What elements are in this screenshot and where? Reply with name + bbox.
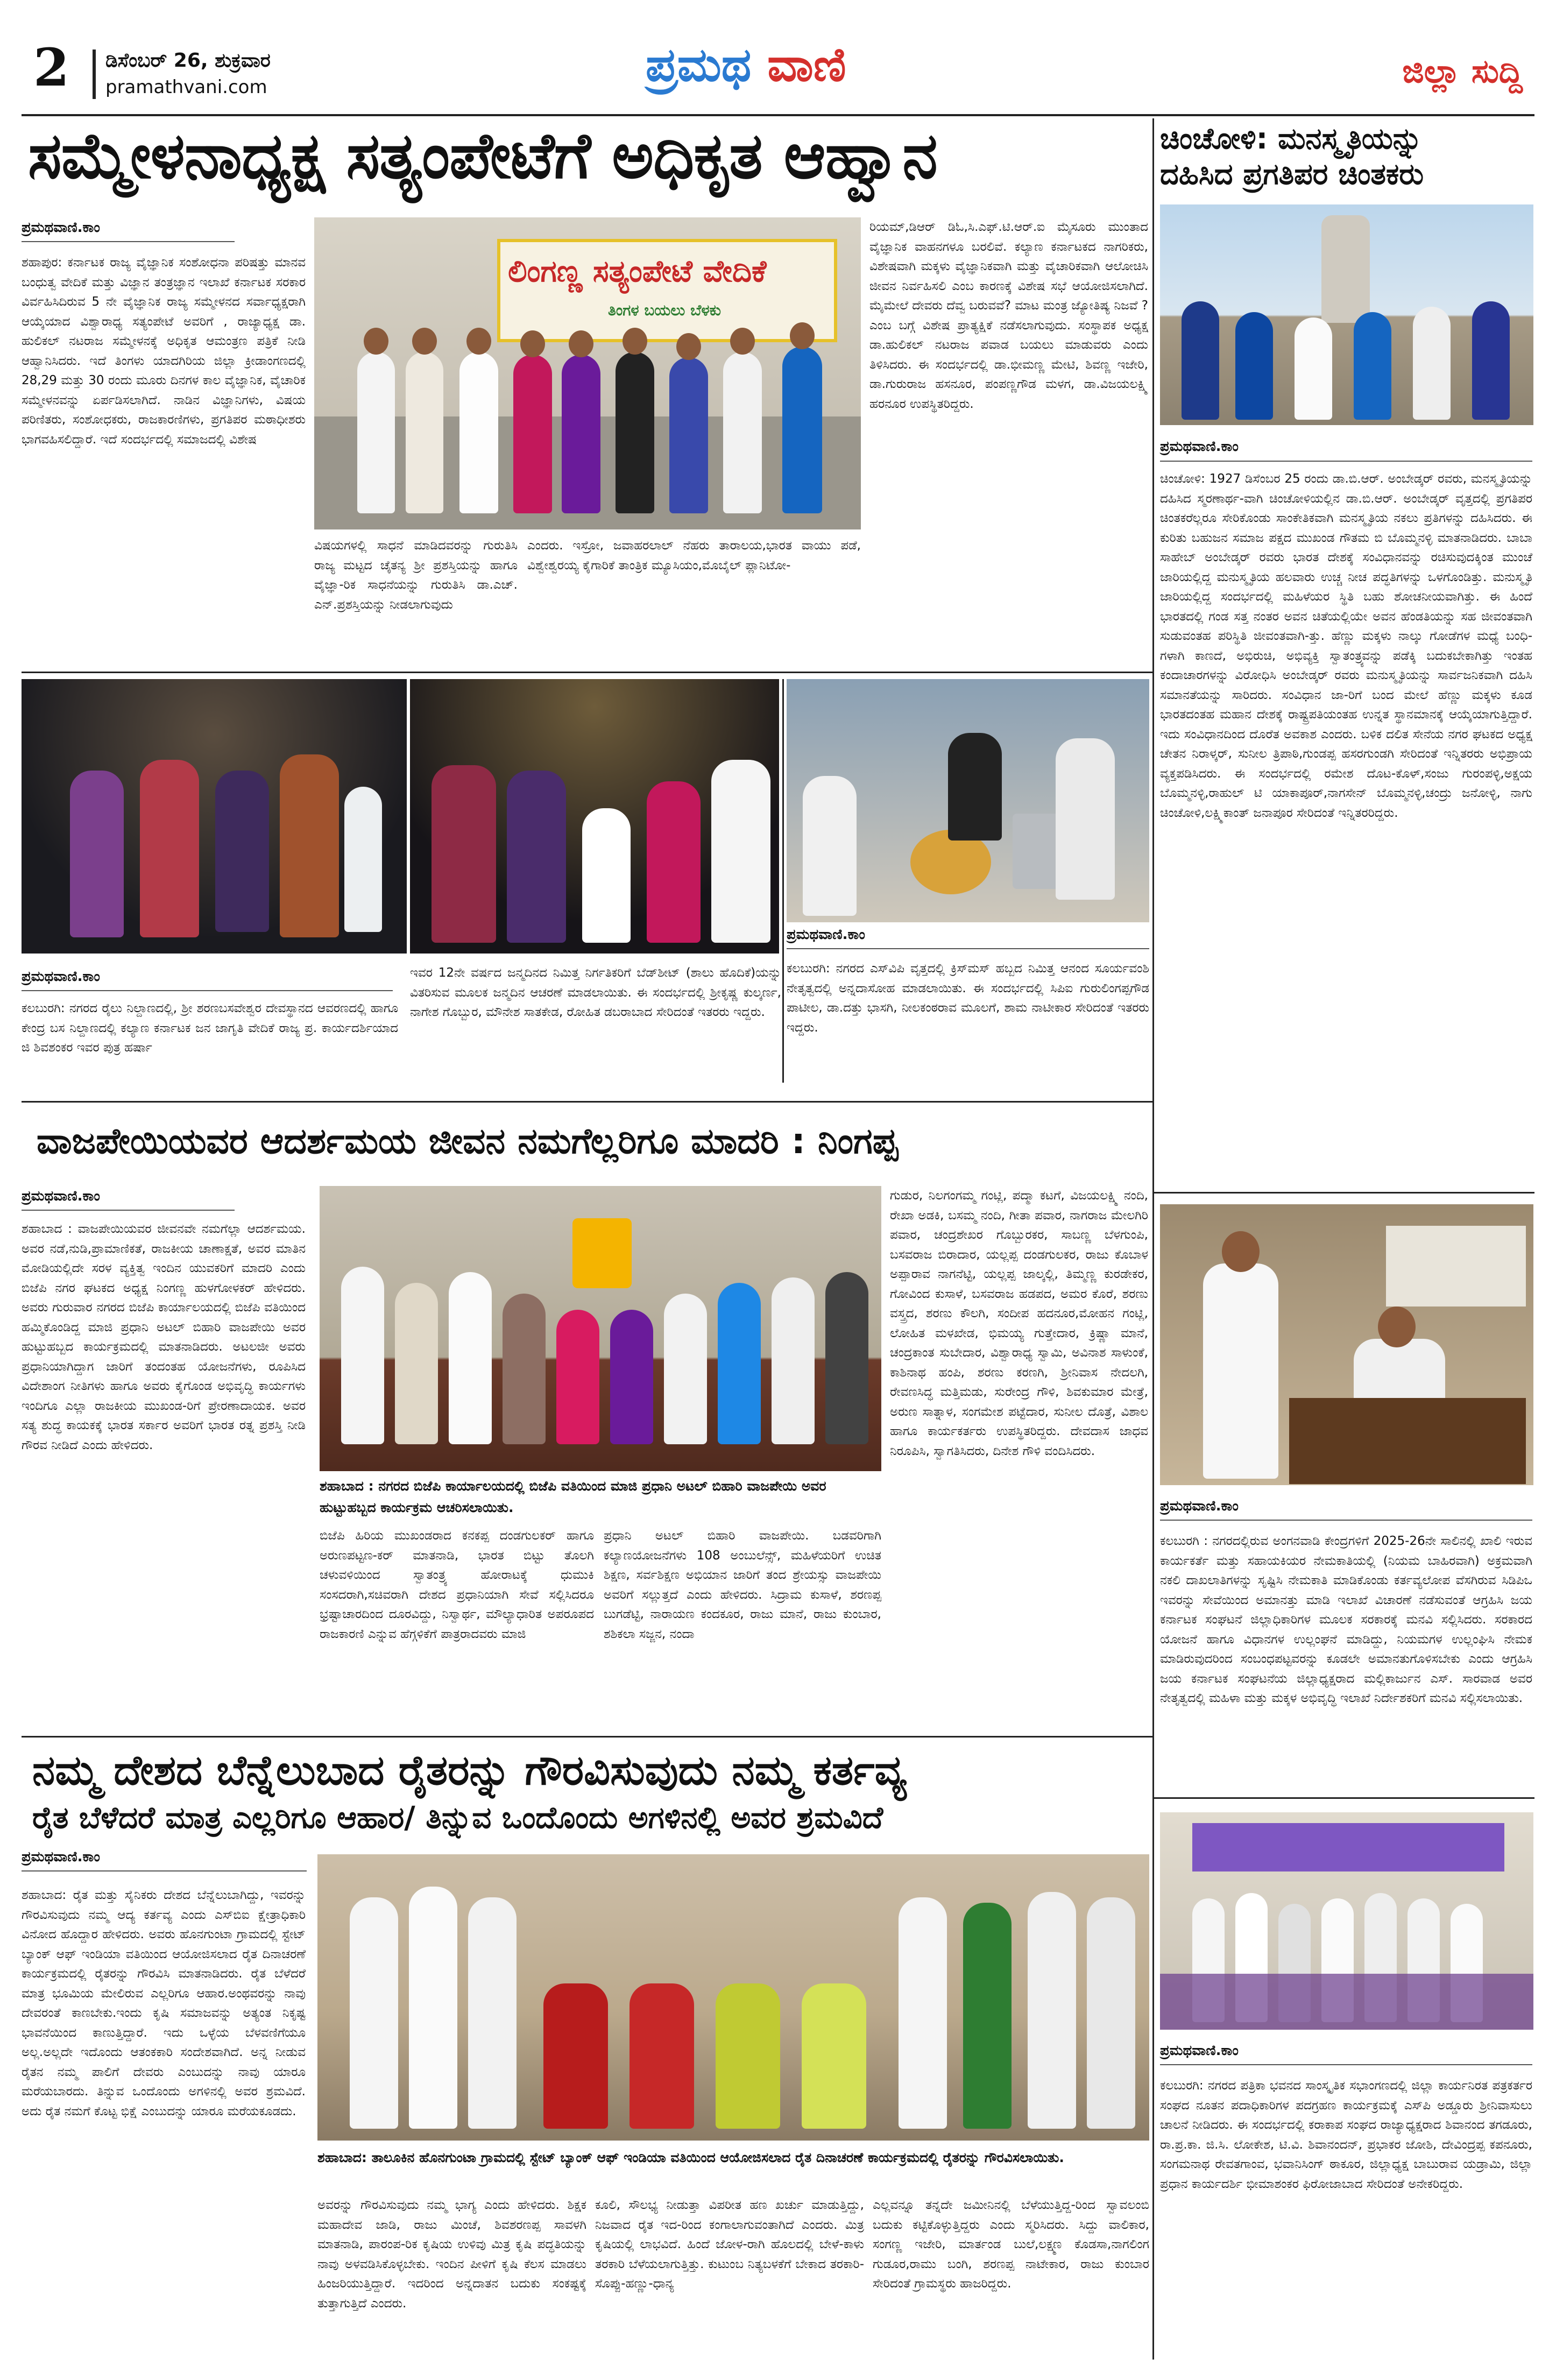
shawl-body-2: ಇವರ 12ನೇ ವರ್ಷದ ಜನ್ಮದಿನದ ನಿಮಿತ್ತ ನಿರ್ಗತಿಕರಿಗೆ ಬೆಡ್‌ಶೀಟ್ (ಶಾಲು ಹೊದಿಕೆ)ಯನ್ನು ವಿತರಿಸುವ ಮೂಲಕ ಜನ್ಮದಿನ ಆಚರಣೆ ಮಾಡಲಾಯಿತು. ಈ ಸಂದರ್ಭದಲ್ಲಿ ಶ್ರೀಕೃಷ್ಣ ಕುಲ್ಕರ್ಣ, ನಾಗೇಶ ಗೊಬ್ಬುರ, ಮೌನೇಶ ಸಾತಕೇಡ, ರೋಹಿತ ಡಬರಾಬಾದ ಸೇರಿದಂತೆ ಇತರರು ಇದ್ದರು. [410, 966, 781, 1019]
vajpayee-body-col4: ಗುಡುರ, ನಿಲಗಂಗಮ್ಮ ಗಂಟ್ಲಿ, ಪದ್ಮಾ ಕಟಗೆ, ವಿಜಯಲಕ್ಷ್ಮಿ ನಂದಿ, ರೇಖಾ ಅಡಕಿ, ಬಸಮ್ಮ ನಂದಿ, ಗೀತಾ ಪವಾರ, ನಾಗರಾಜ ಮೇಲಗಿರಿ ಪವಾರ, ಚಂದ್ರಶೇಖರ ಗೊಬ್ಬುರಕರ, ಸಾಬಣ್ಣ ಬೆಳಗುಂಪಿ, ಬಸವರಾಜ ಬಿರಾದಾರ, ಯಲ್ಲಪ್ಪ ದಂಡಗುಲಕರ, ರಾಜು ಕೊಬಾಳ ಅಪ್ಪಾರಾವ ನಾಗನೆಟ್ಟಿ, ಯಲ್ಲಪ್ಪ ಜಾಲ್ಕಲ್ಲಿ, ತಿಮ್ಮಣ್ಣ ಕುರಡೇಕರ, ಗೋವಿಂದ ಕುಸಾಳೆ, ಬಸವರಾಜ ಹಡಪದ, ಅಮರ ಕೊರೆ, ಶರಣು ವಸ್ತ್ರದ, ಶರಣು ಕೌಲಗಿ, ಸಂದೀಪ ಹದನೂರ,ಮೋಹನ ಗಂಟ್ಲಿ, ಲೋಹಿತ ಮಳಖೇಡ, ಭಿಮಯ್ಯ ಗುತ್ತೇದಾರ, ಕ್ರಿಷ್ಣಾ ಮಾನೆ, ಚಂದ್ರಕಾಂತ ಸುಬೇದಾರ, ವಿಶ್ವಾರಾಧ್ಯ ಸ್ವಾಮಿ, ಅವಿನಾಶ ಸಾಳುಂಕೆ, ಕಾಶಿನಾಥ ಹಂಪಿ, ಶರಣು ಕರಣಗಿ, ಶ್ರೀನಿವಾಸ ನೇದಲಗಿ, ರೇವಣಸಿದ್ಧ ಮತ್ತಿಮಡು, ಸುರೇಂದ್ರ ಗೌಳಿ, ಶಿವಕುಮಾರ ಮೇತ್ರೆ, ಅರುಣ ಸಾತ್ನಾಳ, ಸಂಗಮೇಶ ಪಟ್ಟೆದಾರ, ಸುನೀಲ ದೊತ್ರೆ, ವಿಶಾಲ ಹಾಗೂ ಕಾರ್ಯಕರ್ತರು ಉಪಸ್ಥಿತರಿದ್ದರು. ದೇವದಾಸ ಜಾಧವ ನಿರೂಪಿಸಿ, ಸ್ವಾಗತಿಸಿದರು, ದಿನೇಶ ಗೌಳಿ ವಂದಿಸಿದರು. [890, 1189, 1148, 1458]
patrika-photo [1160, 1812, 1533, 2030]
section-label: ಜಿಲ್ಲಾ ಸುದ್ದಿ [1402, 53, 1523, 90]
farmers-byline: ಪ್ರಮಥವಾಣಿ.ಕಾಂ [22, 1849, 100, 1865]
farmers-subheadline: ರೈತ ಬೆಳೆದರೆ ಮಾತ್ರ ಎಲ್ಲರಿಗೂ ಆಹಾರ/ ತಿನ್ನುವ ಒಂದೊಂದು ಅಗಳಿನಲ್ಲಿ ಅವರ ಶ್ರಮವಿದೆ [32, 1800, 883, 1835]
farmers-body-col3: ಕೂಲಿ, ಸೌಲಭ್ಯ ನೀಡುತ್ತಾ ವಿಪರೀತ ಹಣ ಖರ್ಚು ಮಾಡುತ್ತಿದ್ದು, ನಿಜವಾದ ರೈತ ಇದ-ರಿಂದ ಕಂಗಾಲಾಗುವಂತಾಗಿದೆ ಎಂದರು. ಮಿತ್ರ ಕೃಷಿಯಲ್ಲಿ ಲಾಭವಿದೆ. ಹಿಂದೆ ಜೋಳ-ರಾಗಿ ಹೊಲದಲ್ಲಿ ಬೇಳೆ-ಕಾಳು ತರಕಾರಿ ಬೆಳೆಯಲಾಗುತ್ತಿತ್ತು. ಕುಟುಂಬ ನಿತ್ಯಬಳಕೆಗೆ ಬೇಕಾದ ತರಕಾರಿ-ಸೊಪ್ಪು-ಹಣ್ಣು-ಧಾನ್ಯ [595, 2198, 864, 2291]
shawl-body-1: ಕಲಬುರಗಿ: ನಗರದ ರೈಲು ನಿಲ್ದಾಣದಲ್ಲಿ, ಶ್ರೀ ಶರಣಬಸವೇಶ್ವರ ದೇವಸ್ಥಾನದ ಆವರಣದಲ್ಲಿ ಹಾಗೂ ಕೇಂದ್ರ ಬಸ ನಿಲ್ದಾಣದಲ್ಲಿ ಕಲ್ಯಾಣ ಕರ್ನಾಟಕ ಜನ ಜಾಗೃತಿ ವೇದಿಕೆ ರಾಜ್ಯ ಪ್ರ. ಕಾರ್ಯದರ್ಶಿಯಾದ ಜಿ ಶಿವಶಂಕರ ಇವರ ಪುತ್ರ ಹರ್ಷಾ [22, 1001, 398, 1055]
masthead-logo[interactable] [646, 38, 846, 92]
masthead-divider [93, 50, 96, 99]
annadasoha-body: ಕಲಬುರಗಿ: ನಗರದ ಎಸ್‌ವಿಪಿ ವೃತ್ತದಲ್ಲಿ ಕ್ರಿಸ್‌ಮಸ್ ಹಬ್ಬದ ನಿಮಿತ್ತ ಆನಂದ ಸೂರ್ಯವಂಶಿ ನೇತೃತ್ವದಲ್ಲಿ ಅನ್ನದಾಸೋಹ ಮಾಡಲಾಯಿತು. ಈ ಸಂದರ್ಭದಲ್ಲಿ ಸಿಪಿಐ ಗುರುಲಿಂಗಪ್ಪಗೌಡ ಪಾಟೀಲ, ಡಾ.ದತ್ತು ಭಾಸಗಿ, ನೀಲಕಂಠರಾವ ಮೂಲಗೆ, ಶಾಮ ನಾಟೀಕಾರ ಸೇರಿದಂತೆ ಇತರರು ಇದ್ದರು. [787, 962, 1149, 1035]
website-link[interactable]: pramathvani.com [105, 76, 267, 98]
anganwadi-body: ಕಲಬುರಗಿ : ನಗರದಲ್ಲಿರುವ ಅಂಗನವಾಡಿ ಕೇಂದ್ರಗಳಿಗೆ 2025-26ನೇ ಸಾಲಿನಲ್ಲಿ ಖಾಲಿ ಇರುವ ಕಾರ್ಯಕರ್ತೆ ಮತ್ತು ಸಹಾಯಕಿಯರ ನೇಮಕಾತಿಯಲ್ಲಿ (ನಿಯಮ ಬಾಹಿರವಾಗಿ) ಅಕ್ರಮವಾಗಿ ನಕಲಿ ದಾಖಲಾತಿಗಳನ್ನು ಸೃಷ್ಟಿಸಿ ನೇಮಕಾತಿ ಮಾಡಿಕೊಂಡು ಕರ್ತವ್ಯಲೋಪ ವೆಸಗಿರುವ ಸಿಡಿಪಿಒ ಇವರನ್ನು ಸೇವೆಯಿಂದ ಅಮಾನತ್ತು ಮಾಡಿ ಇಲಾಖೆ ವಿಚಾರಣೆ ನಡೆಸುವಂತೆ ಆಗ್ರಹಿಸಿ ಜಯ ಕರ್ನಾಟಕ ಸಂಘಟನೆ ಜಿಲ್ಲಾಧಿಕಾರಿಗಳ ಮೂಲಕ ಸರಕಾರಕ್ಕೆ ಮನವಿ ಸಲ್ಲಿಸಿದರು. ಸರಕಾರದ ಯೋಜನೆ ಹಾಗೂ ವಿಧಾನಗಳ ಉಲ್ಲಂಘನೆ ಮಾಡಿದ್ದು, ನಿಯಮಗಳ ಉಲ್ಲಂಘಿಸಿ ನೇಮಕ ಮಾಡಿರುವುದರಿಂದ ಸಂಬಂಧಪಟ್ಟವರನ್ನು ಕೂಡಲೇ ಅಮಾನತುಗೊಳಿಸಬೇಕು ಎಂದು ಆಗ್ರಹಿಸಿ ಜಯ ಕರ್ನಾಟಕ ಸಂಘಟನೆಯ ಜಿಲ್ಲಾಧ್ಯಕ್ಷರಾದ ಮಲ್ಲಿಕಾರ್ಜುನ ಎಸ್. ಸಾರವಾಡ ಅವರ ನೇತೃತ್ವದಲ್ಲಿ ಮಹಿಳಾ ಮತ್ತು ಮಕ್ಕಳ ಅಭಿವೃದ್ಧಿ ಇಲಾಖೆ ನಿರ್ದೇಶಕರಿಗೆ ಮನವಿ ಸಲ್ಲಿಸಲಾಯಿತು. [1160, 1534, 1532, 1705]
shawl-distribution-photo-2 [410, 679, 779, 954]
chincholi-body: ಚಿಂಚೋಳಿ: 1927 ಡಿಸೆಂಬರ 25 ರಂದು ಡಾ.ಬಿ.ಆರ್. ಅಂಬೇಡ್ಕರ್ ರವರು, ಮನಸ್ಮೃತಿಯನ್ನು ದಹಿಸಿದ ಸ್ಮರಣಾರ್ಥ-ವಾಗಿ ಚಿಂಚೋಳಿಯಲ್ಲಿನ ಡಾ.ಬಿ.ಆರ್. ಅಂಬೇಡ್ಕರ್ ವೃತ್ತದಲ್ಲಿ ಪ್ರಗತಿಪರ ಚಿಂತಕರೆಲ್ಲರೂ ಸೇರಿಕೊಂಡು ಸಾಂಕೇತಿಕವಾಗಿ ಮನಸ್ಮೃತಿಯ ನಕಲು ಪ್ರತಿಗಳನ್ನು ದಹಿಸಿದರು. ಈ ಕುರಿತು ಬಹುಜನ ಸಮಾಜ ಪಕ್ಷದ ಮುಖಂಡ ಗೌತಮ ಬಿ ಬೊಮ್ಮನಳ್ಳಿ ಮಾತನಾಡಿದರು. ಬಾಬಾ ಸಾಹೇಬ್ ಅಂಬೇಡ್ಕರ್ ರವರು ಭಾರತ ದೇಶಕ್ಕೆ ಸಂವಿಧಾನವನ್ನು ರಚಿಸುವುದಕ್ಕಿಂತ ಮುಂಚೆ ಜಾರಿಯಲ್ಲಿದ್ದ ಮನುಸ್ಮೃತಿಯ ಹಲವಾರು ಉಚ್ಚ ನೀಚ ಪದ್ಧತಿಗಳನ್ನು ಒಳಗೊಂಡಿತ್ತು. ಮನುಸ್ಮೃತಿ ಜಾರಿಯಲ್ಲಿದ್ದ ಸಂದರ್ಭದಲ್ಲಿ ಮಹಿಳೆಯರ ಸ್ಥಿತಿ ಬಹು ಶೋಚನೀಯವಾಗಿತ್ತು. ಈ ಹಿಂದೆ ಭಾರತದಲ್ಲಿ ಗಂಡ ಸತ್ತ ನಂತರ ಅವನ ಚಿತೆಯಲ್ಲಿಯೇ ಅವನ ಹೆಂಡತಿಯನ್ನು ಸಹ ಜೀವಂತವಾಗಿ ಸುಡುವಂತಹ ಪರಿಸ್ಥಿತಿ ಜೀವಂತವಾಗಿ-ತ್ತು. ಹೆಣ್ಣು ಮಕ್ಕಳು ನಾಲ್ಕು ಗೋಡೆಗಳ ಮಧ್ಯೆ ಬಂಧಿ-ಗಳಾಗಿ ಕಾಣದೆ, ಅಭಿರುಚಿ, ಅಭಿವ್ಯಕ್ತಿ ಸ್ವಾತಂತ್ರ್ಯವನ್ನು ಪಡೆಕ್ಕಿ ಬದುಕಬೇಕಾಗಿತ್ತು ಇಂತಹ ಕಂದಾಚಾರಗಳನ್ನು ವಿರೋಧಿಸಿ ಅಂಬೇಡ್ಕರ್ ರವರು ಮನುಸ್ಮೃತಿಯನ್ನು ಸಾರ್ವಜನಿಕವಾಗಿ ದಹಿಸಿ ಸಮಾನತೆಯನ್ನು ಸಾರಿದರು. ಸಂವಿಧಾನ ಜಾ-ರಿಗೆ ಬಂದ ಮೇಲೆ ಹೆಣ್ಣು ಮಕ್ಕಳು ಕೂಡ ಭಾರತದಂತಹ ಮಹಾನ ದೇಶಕ್ಕೆ ರಾಷ್ಟ್ರಪತಿಯಂತಹ ಉನ್ನತ ಸ್ಥಾನಮಾನಕ್ಕೆ ಆಯ್ಕೆಯಾಗುತ್ತಿದ್ದಾರೆ. ಇದು ಸಂವಿಧಾನದಿಂದ ದೊರೆತ ಅವಕಾಶ ಎಂದರು. ಬಳಿಕ ದಲಿತ ಸೇನೆಯ ನಗರ ಘಟಕದ ಅಧ್ಯಕ್ಷ ಚೇತನ ನಿರಾಳ್ಕರ್, ಸುನೀಲ ತ್ರಿಪಾಠಿ,ಗುಂಡಪ್ಪ ಹಸರಗುಂಡಗಿ ಸೇರಿದಂತೆ ಇನ್ನಿತರರು ಅಭಿಪ್ರಾಯ ವ್ಯಕ್ತಪಡಿಸಿದರು. ಈ ಸಂದರ್ಭದಲ್ಲಿ ರಮೇಶ ದೊಟ-ಕೊಳ್,ಸಂಜು ಗುರಂಪಳ್ಳಿ,ಅಕ್ಷಯ ಬೊಮ್ಮನಳ್ಳಿ,ರಾಹುಲ್ ಟಿ ಯಾಕಾಪೂರ್,ನಾಗಸೇನ್ ಬೊಮ್ಮನಳ್ಳಿ,ಚಂದ್ರು ಜನೋಳ್ಳಿ, ನಾಗು ಚಿಂಚೋಳಿ,ಲಕ್ಷ್ಮಿಕಾಂತ್ ಜನಾಪೂರ ಸೇರಿದಂತೆ ಇನ್ನಿತರರಿದ್ದರು. [1160, 472, 1532, 820]
satyampete-body-col4: ರಿಯಮ್,ಡಿಆರ್ ಡಿಓ,ಸಿ.ಎಫ್.ಟಿ.ಆರ್.ಐ ಮೈಸೂರು ಮುಂತಾದ ವೈಜ್ಞಾನಿಕ ವಾಹನಗಳೂ ಬರಲಿವೆ. ಕಲ್ಯಾಣ ಕರ್ನಾಟಕದ ನಾಗರಿಕರು, ವಿಶೇಷವಾಗಿ ಮಕ್ಕಳು ವೈಜ್ಞಾನಿಕವಾಗಿ ಮತ್ತು ವೈಚಾರಿಕವಾಗಿ ಆಲೋಚಿಸಿ ಜೀವನ ನಿರ್ವಹಿಸಲಿ ಎಂಬ ಕಾರಣಕ್ಕೆ ವಿಶೇಷ ಸಭೆ ಆಯೋಜಿಸಲಾಗಿದೆ. ಮೈಮೇಲೆ ದೇವರು ದೆವ್ವ ಬರುವವೆ? ಮಾಟ ಮಂತ್ರ ಜ್ಯೋತಿಷ್ಯ ನಿಜವೆ ? ಎಂಬ ಬಗ್ಗೆ ವಿಶೇಷ ಪ್ರಾತ್ಯಕ್ಷಿಕೆ ನಡೆಸಲಾಗುವುದು. ಸಂಸ್ಥಾಪಕ ಅಧ್ಯಕ್ಷ ಡಾ.ಹುಲಿಕಲ್ ನಟರಾಜ ಪವಾಡ ಬಯಲು ಮಾಡುವರು ಎಂದು ತಿಳಿಸಿದರು. ಈ ಸಂದರ್ಭದಲ್ಲಿ ಡಾ.ಭೀಮಣ್ಣ ಮೇಟಿ, ಶಿವಣ್ಣ ಇಜೇರಿ, ಡಾ.ಗುರುರಾಜ ಹಸನೂರ, ಪಂಪಣ್ಣಗೌಡ ಮಳಗ, ಡಾ.ವಿಜಯಲಕ್ಷ್ಮಿ ಹರನೂರ ಉಪಸ್ಥಿತರಿದ್ದರು. [869, 220, 1148, 411]
vajpayee-headline: ವಾಜಪೇಯಿಯವರ ಆದರ್ಶಮಯ ಜೀವನ ನಮಗೆಲ್ಲರಿಗೂ ಮಾದರಿ : ನಿಂಗಪ್ಪ [37, 1120, 899, 1162]
farmers-body-col1: ಶಹಾಬಾದ: ರೈತ ಮತ್ತು ಸೈನಿಕರು ದೇಶದ ಬೆನ್ನೆಲುಬಾಗಿದ್ದು, ಇವರನ್ನು ಗೌರವಿಸುವುದು ನಮ್ಮ ಆದ್ಯ ಕರ್ತವ್ಯ ಎಂದು ಎಸ್‌ಬಿಐ ಕ್ಷೇತ್ರಾಧಿಕಾರಿ ವಿನೋದ ಹೊದ್ದಾರ ಹೇಳಿದರು. ಅವರು ಹೊನಗುಂಟಾ ಗ್ರಾಮದಲ್ಲಿ ಸ್ಟೇಟ್ ಬ್ಯಾಂಕ್ ಆಫ್ ಇಂಡಿಯಾ ವತಿಯಿಂದ ಆಯೋಜಿಸಲಾದ ರೈತ ದಿನಾಚರಣೆ ಕಾರ್ಯಕ್ರಮದಲ್ಲಿ ರೈತರನ್ನು ಗೌರವಿಸಿ ಮಾತನಾಡಿದರು. ರೈತ ಬೆಳೆದರೆ ಮಾತ್ರ ಭೂಮಿಯ ಮೇಲಿರುವ ಎಲ್ಲರಿಗೂ ಆಹಾರ.ಅಂಥವರನ್ನು ನಾವು ದೇವರಂತೆ ಕಾಣಬೇಕು.ಇಂದು ಕೃಷಿ ಸಮಾಜವನ್ನು ಅತ್ಯಂತ ನಿಕೃಷ್ಟ ಭಾವನೆಯಿಂದ ಕಾಣುತ್ತಿದ್ದಾರೆ. ಇದು ಒಳ್ಳೆಯ ಬೆಳವಣಿಗೆಯೂ ಅಲ್ಲ.ಅಲ್ಲದೇ ಇದೊಂದು ಆತಂಕಕಾರಿ ಸಂದೇಶವಾಗಿದೆ. ಅನ್ನ ನೀಡುವ ರೈತನ ನಮ್ಮ ಪಾಲಿಗೆ ದೇವರು ಎಂಬುದನ್ನು ನಾವು ಯಾರೂ ಮರೆಯಬಾರದು. ತಿನ್ನುವ ಒಂದೊಂದು ಅಗಳಿನಲ್ಲಿ ಅವರ ಶ್ರಮವಿದೆ. ಅದು ರೈತ ನಮಗೆ ಕೊಟ್ಟ ಭಿಕ್ಷೆ ಎಂಬುದನ್ನು ಯಾರೂ ಮರೆಯಕೂಡದು. [22, 1888, 306, 2118]
satyampete-body-col1: ಶಹಾಪುರ: ಕರ್ನಾಟಕ ರಾಜ್ಯ ವೈಜ್ಞಾನಿಕ ಸಂಶೋಧನಾ ಪರಿಷತ್ತು ಮಾನವ ಬಂಧುತ್ವ ವೇದಿಕೆ ಮತ್ತು ವಿಜ್ಞಾನ ತಂತ್ರಜ್ಞಾನ ಇಲಾಖೆ ಕರ್ನಾಟಕ ಸರಕಾರ ವಿರ್ವಹಿಸಿದಿರುವ 5 ನೇ ವೈಜ್ಞಾನಿಕ ರಾಜ್ಯ ಸಮ್ಮೇಳನದ ಸರ್ವಾಧ್ಯಕ್ಷರಾಗಿ ಆಯ್ಕೆಯಾದ ವಿಶ್ವಾರಾಧ್ಯ ಸತ್ಯಂಪೇಟೆ ಅವರಿಗೆ , ರಾಜ್ಯಾಧ್ಯಕ್ಷ ಡಾ. ಹುಲಿಕಲ್ ನಟರಾಜ ಸಮ್ಮೇಳನಕ್ಕೆ ಅಧಿಕೃತ ಆಮಂತ್ರಣ ಪತ್ರಿಕೆ ನೀಡಿ ಆಹ್ವಾನಿಸಿದರು. ಇದೆ ತಿಂಗಳು ಯಾದಗಿರಿಯ ಜಿಲ್ಲಾ ಕ್ರೀಡಾಂಗಣದಲ್ಲಿ 28,29 ಮತ್ತು 30 ರಂದು ಮೂರು ದಿನಗಳ ಕಾಲ ವೈಜ್ಞಾನಿಕ, ವೈಚಾರಿಕ ಸಮ್ಮೇಳನವನ್ನು ಏರ್ಪಡಿಸಲಾಗಿದೆ. ನಾಡಿನ ವಿಜ್ಞಾನಿಗಳು, ವಿಷಯ ಪರಿಣಿತರು, ಸಂಶೋಧಕರು, ರಾಜಕಾರಣಿಗಳು, ಪ್ರಗತಿಪರ ಮಠಾಧೀಶರು ಭಾಗವಹಿಸಲಿದ್ದಾರೆ. ಇದೆ ಸಂದರ್ಭದಲ್ಲಿ ಸಮಾಜದಲ್ಲಿ ವಿಶೇಷ [22, 256, 306, 447]
patrika-byline: ಪ್ರಮಥವಾಣಿ.ಕಾಂ [1160, 2043, 1239, 2059]
shawl-byline: ಪ್ರಮಥವಾಣಿ.ಕಾಂ [22, 969, 100, 985]
logo-part-2: ವಾಣಿ [767, 38, 846, 92]
logo-part-1: ಪ್ರಮಥ [646, 38, 752, 92]
page-number: 2 [33, 37, 69, 98]
banner-text: ಲಿಂಗಣ್ಣ ಸತ್ಯಂಪೇಟೆ ವೇದಿಕೆ [508, 254, 767, 289]
vajpayee-photo [320, 1186, 881, 1471]
anganwadi-photo [1160, 1204, 1533, 1485]
farmers-body-col4: ಎಲ್ಲವನ್ನೂ ತನ್ನದೇ ಜಮೀನಿನಲ್ಲಿ ಬೆಳೆಯುತ್ತಿದ್ದ-ರಿಂದ ಸ್ವಾವಲಂಬಿ ಬದುಕು ಕಟ್ಟಿಕೊಳ್ಳುತ್ತಿದ್ದರು ಎಂದು ಸ್ಮರಿಸಿದರು. ಸಿದ್ದು ವಾಲಿಕಾರ, ಸಂಗಣ್ಣ ಇಜೇರಿ, ಮಾರ್ತಂಡ ಬುಲೆ,ಲಕ್ಷ್ಮಣ ಕೊಡಸಾ,ನಾಗಲಿಂಗ ಗುಡೂರ,ರಾಮು ಬಂಗಿ, ಶರಣಪ್ಪ ನಾಟೇಕಾರ, ರಾಜು ಕುಂಬಾರ ಸೇರಿದಂತೆ ಗ್ರಾಮಸ್ಥರು ಹಾಜರಿದ್ದರು. [873, 2198, 1149, 2291]
satyampete-photo [314, 217, 861, 529]
chincholi-headline-1: ಚಿಂಚೋಳಿ: ಮನಸ್ಮೃತಿಯನ್ನು [1160, 122, 1423, 156]
patrika-body: ಕಲಬುರಗಿ: ನಗರದ ಪತ್ರಿಕಾ ಭವನದ ಸಾಂಸ್ಕೃತಿಕ ಸಭಾಂಗಣದಲ್ಲಿ ಜಿಲ್ಲಾ ಕಾರ್ಯನಿರತ ಪತ್ರಕರ್ತರ ಸಂಘದ ನೂತನ ಪದಾಧಿಕಾರಿಗಳ ಪದಗ್ರಹಣ ಕಾರ್ಯಕ್ರಮಕ್ಕೆ ಎಸ್‌ಪಿ ಅಡ್ಡೂರು ಶ್ರೀನಿವಾಸುಲು ಚಾಲನೆ ನೀಡಿದರು. ಈ ಸಂದರ್ಭದಲ್ಲಿ ಕರಾಕಾಪ ಸಂಘದ ರಾಜ್ಯಾಧ್ಯಕ್ಷರಾದ ಶಿವಾನಂದ ತಗಡೂರು, ರಾ.ಪ್ರ.ಕಾ. ಜಿ.ಸಿ. ಲೋಕೇಶ, ಟಿ.ವಿ. ಶಿವಾನಂದನ್, ಪ್ರಭಾಕರ ಜೋಶಿ, ದೇವಿಂದ್ರಪ್ಪ ಕಪನೂರು, ಸಂಗಮನಾಥ ರೇವತಗಾಂವ, ಭವಾನಿಸಿಂಗ್ ಠಾಕೂರ, ಜಿಲ್ಲಾಧ್ಯಕ್ಷ ಬಾಬುರಾವ ಯಡ್ರಾಮಿ, ಜಿಲ್ಲಾ ಪ್ರಧಾನ ಕಾರ್ಯದರ್ಶಿ ಭೀಮಾಶಂಕರ ಫಿರೋಜಾಬಾದ ಸೇರಿದಂತೆ ಅನೇಕರಿದ್ದರು. [1160, 2079, 1532, 2191]
vajpayee-caption: ಶಹಾಬಾದ : ನಗರದ ಬಿಜೆಪಿ ಕಾರ್ಯಾಲಯದಲ್ಲಿ ಬಿಜೆಪಿ ವತಿಯಿಂದ ಮಾಜಿ ಪ್ರಧಾನಿ ಅಟಲ್ ಬಿಹಾರಿ ವಾಜಪೇಯಿ ಅವರ ಹುಟ್ಟುಹಬ್ಬದ ಕಾರ್ಯಕ್ರಮ ಆಚರಿಸಲಾಯಿತು. [320, 1478, 826, 1515]
farmers-headline: ನಮ್ಮ ದೇಶದ ಬೆನ್ನೆಲುಬಾದ ರೈತರನ್ನು ಗೌರವಿಸುವುದು ನಮ್ಮ ಕರ್ತವ್ಯ [32, 1746, 907, 1794]
masthead-rule [22, 114, 1534, 116]
vajpayee-body-col2: ಬಿಜೆಪಿ ಹಿರಿಯ ಮುಖಂಡರಾದ ಕನಕಪ್ಪ ದಂಡಗುಲಕರ್ ಹಾಗೂ ಅರುಣಪಟ್ಟಣ-ಕರ್ ಮಾತನಾಡಿ, ಭಾರತ ಬಿಟ್ಟು ತೊಲಗಿ ಚಳುವಳಿಯಿಂದ ಸ್ವಾತಂತ್ರ್ಯ ಹೋರಾಟಕ್ಕೆ ಧುಮುಕಿ ಸಂಸದರಾಗಿ,ಸಚಿವರಾಗಿ ದೇಶದ ಪ್ರಧಾನಿಯಾಗಿ ಸೇವೆ ಸಲ್ಲಿಸಿದರೂ ಭ್ರಷ್ಟಾಚಾರದಿಂದ ದೂರವಿದ್ದು, ನಿಸ್ವಾರ್ಥ, ಮೌಲ್ಯಾಧಾರಿತ ಅಪರೂಪದ ರಾಜಕಾರಣಿ ಎನ್ನುವ ಹೆಗ್ಗಳಿಕೆಗೆ ಪಾತ್ರರಾದವರು ಮಾಜಿ [320, 1529, 594, 1641]
annadasoha-photo [787, 679, 1149, 922]
satyampete-headline: ಸಮ್ಮೇಳನಾಧ್ಯಕ್ಷ ಸತ್ಯಂಪೇಟೆಗೆ ಅಧಿಕೃತ ಆಹ್ವಾನ [28, 118, 937, 193]
banner [497, 239, 837, 342]
banner-sub: ತಿಂಗಳ ಬಯಲು ಬೆಳಕು [608, 301, 722, 319]
satyampete-body-col2: ವಿಷಯಗಳಲ್ಲಿ ಸಾಧನೆ ಮಾಡಿದವರನ್ನು ಗುರುತಿಸಿ ರಾಜ್ಯ ಮಟ್ಟದ ಚೈತನ್ಯ ಶ್ರೀ ಪ್ರಶಸ್ತಿಯನ್ನು ಹಾಗೂ ವೈಜ್ಞಾ-ರಿಕ ಸಾಧನೆಯನ್ನು ಗುರುತಿಸಿ ಡಾ.ಎಚ್. ಎನ್.ಪ್ರಶಸ್ತಿಯನ್ನು ನೀಡಲಾಗುವುದು [314, 539, 518, 612]
anganwadi-byline: ಪ್ರಮಥವಾಣಿ.ಕಾಂ [1160, 1498, 1239, 1514]
farmers-caption: ಶಹಾಬಾದ: ತಾಲೂಕಿನ ಹೊನಗುಂಟಾ ಗ್ರಾಮದಲ್ಲಿ ಸ್ಟೇಟ್ ಬ್ಯಾಂಕ್ ಆಫ್ ಇಂಡಿಯಾ ವತಿಯಿಂದ ಆಯೋಜಿಸಲಾದ ರೈತ ದಿನಾಚರಣೆ ಕಾರ್ಯಕ್ರಮದಲ್ಲಿ ರೈತರನ್ನು ಗೌರವಿಸಲಾಯಿತು. [317, 2150, 1064, 2165]
satyampete-byline: ಪ್ರಮಥವಾಣಿ.ಕಾಂ [22, 220, 100, 236]
vajpayee-body-col3: ಪ್ರಧಾನಿ ಅಟಲ್ ಬಿಹಾರಿ ವಾಜಪೇಯಿ. ಬಡವರಿಗಾಗಿ ಕಲ್ಯಾಣಯೋಜನೆಗಳು 108 ಅಂಬುಲೆನ್ಸ್, ಮಹಿಳೆಯರಿಗೆ ಉಚಿತ ಶಿಕ್ಷಣ, ಸರ್ವಶಿಕ್ಷಣ ಅಭಿಯಾನ ಜಾರಿಗೆ ತಂದ ಶ್ರೇಯಸ್ಸು ವಾಜಪೇಯಿ ಅವರಿಗೆ ಸಲ್ಲುತ್ತದೆ ಎಂದು ಹೇಳಿದರು. ಸಿದ್ರಾಮ ಕುಸಾಳೆ, ಶರಣಪ್ಪ ಬುಗಡೆಟ್ಟಿ, ನಾರಾಯಣ ಕಂದಕೂರ, ರಾಜು ಮಾನೆ, ರಾಜು ಕುಂಬಾರ, ಶಶಿಕಲಾ ಸಜ್ಜನ, ನಂದಾ [604, 1529, 881, 1641]
vajpayee-body-col1: ಶಹಾಬಾದ : ವಾಜಪೇಯಿಯವರ ಜೀವನವೇ ನಮಗೆಲ್ಲಾ ಆದರ್ಶಮಯ. ಅವರ ನಡೆ,ನುಡಿ,ಪ್ರಾಮಾಣಿಕತೆ, ರಾಜಕೀಯ ಚಾಣಾಕ್ಷತೆ, ಅವರ ಮಾತಿನ ಮೋಡಿಯಲ್ಲಿದೇ ಸರಳ ವ್ಯಕ್ತಿತ್ವ ಇಂದಿನ ಯುವಕರಿಗೆ ಮಾದರಿ ಎಂದು ಬಿಜೆಪಿ ನಗರ ಘಟಕದ ಅಧ್ಯಕ್ಷ ನಿಂಗಣ್ಣ ಹುಳಗೋಳಕರ್ ಹೇಳಿದರು. ಅವರು ಗುರುವಾರ ನಗರದ ಬಿಜೆಪಿ ಕಾರ್ಯಾಲಯದಲ್ಲಿ ಬಿಜೆಪಿ ವತಿಯಿಂದ ಹಮ್ಮಿಕೊಂಡಿದ್ದ ಮಾಜಿ ಪ್ರಧಾನಿ ಅಟಲ್ ಬಿಹಾರಿ ವಾಜಪೇಯಿ ಅವರ ಹುಟ್ಟುಹಬ್ಬದ ಕಾರ್ಯಕ್ರಮದಲ್ಲಿ ಮಾತನಾಡಿದರು. ಅಟಲಜೀ ಅವರು ಪ್ರಧಾನಿಯಾಗಿದ್ದಾಗ ಜಾರಿಗೆ ತಂದಂತಹ ಯೋಜನೆಗಳು, ರೂಪಿಸಿದ ವಿದೇಶಾಂಗ ನೀತಿಗಳು ಹಾಗೂ ಅವರು ಕೈಗೊಂಡ ಅಭಿವೃದ್ಧಿ ಕಾರ್ಯಗಳು ಇಂದಿಗೂ ಎಲ್ಲಾ ರಾಜಕೀಯ ಮುಖಂಡ-ರಿಗೆ ಪ್ರೇರಣಾದಾಯಕ. ಅವರ ಸತ್ಯ ಶುದ್ಧ ಕಾಯಕಕ್ಕೆ ಭಾರತ ಸರ್ಕಾರ ಅವರಿಗೆ ಭಾರತ ರತ್ನ ಪ್ರಶಸ್ತಿ ನೀಡಿ ಗೌರವ ನೀಡಿದೆ ಎಂದು ಹೇಳಿದರು. [22, 1222, 306, 1452]
farmers-body-col2: ಅವರನ್ನು ಗೌರವಿಸುವುದು ನಮ್ಮ ಭಾಗ್ಯ ಎಂದು ಹೇಳಿದರು. ಶಿಕ್ಷಕ ಮಹಾದೇವ ಜಾಡಿ, ರಾಜು ಮಿಂಚೆ, ಶಿವಶರಣಪ್ಪ ಸಾವಳಗಿ ಮಾತನಾಡಿ, ಪಾರಂಪ-ರಿಕ ಕೃಷಿಯ ಉಳಿವು ಮಿತ್ರ ಕೃಷಿ ಪದ್ಧತಿಯನ್ನು ನಾವು ಅಳವಡಿಸಿಕೊಳ್ಳಬೇಕು. ಇಂದಿನ ಪೀಳಿಗೆ ಕೃಷಿ ಕೆಲಸ ಮಾಡಲು ಹಿಂಜರಿಯುತ್ತಿದ್ದಾರೆ. ಇದರಿಂದ ಅನ್ನದಾತನ ಬದುಕು ಸಂಕಷ್ಟಕ್ಕೆ ತುತ್ತಾಗುತ್ತಿದೆ ಎಂದರು. [317, 2198, 586, 2311]
annadasoha-byline: ಪ್ರಮಥವಾಣಿ.ಕಾಂ [787, 927, 865, 943]
chincholi-headline-2: ದಹಿಸಿದ ಪ್ರಗತಿಪರ ಚಿಂತಕರು [1160, 157, 1424, 191]
chincholi-byline: ಪ್ರಮಥವಾಣಿ.ಕಾಂ [1160, 439, 1239, 455]
chincholi-photo [1160, 204, 1533, 425]
farmers-photo [317, 1854, 1149, 2141]
vajpayee-byline: ಪ್ರಮಥವಾಣಿ.ಕಾಂ [22, 1188, 100, 1204]
shawl-distribution-photo-1 [22, 679, 407, 954]
issue-date: ಡಿಸೆಂಬರ್ 26, ಶುಕ್ರವಾರ [105, 50, 271, 72]
satyampete-body-col3: ಎಂದರು. ಇಸ್ರೋ, ಜವಾಹರಲಾಲ್ ನೆಹರು ತಾರಾಲಯ,ಭಾರತ ವಾಯು ಪಡೆ, ವಿಶ್ವೇಶ್ವರಯ್ಯ ಕೈಗಾರಿಕೆ ತಾಂತ್ರಿಕ ಮ್ಯೂಸಿಯಂ,ಮೊಬೈಲ್ ಪ್ಲಾನಿಟೋ- [527, 539, 861, 573]
